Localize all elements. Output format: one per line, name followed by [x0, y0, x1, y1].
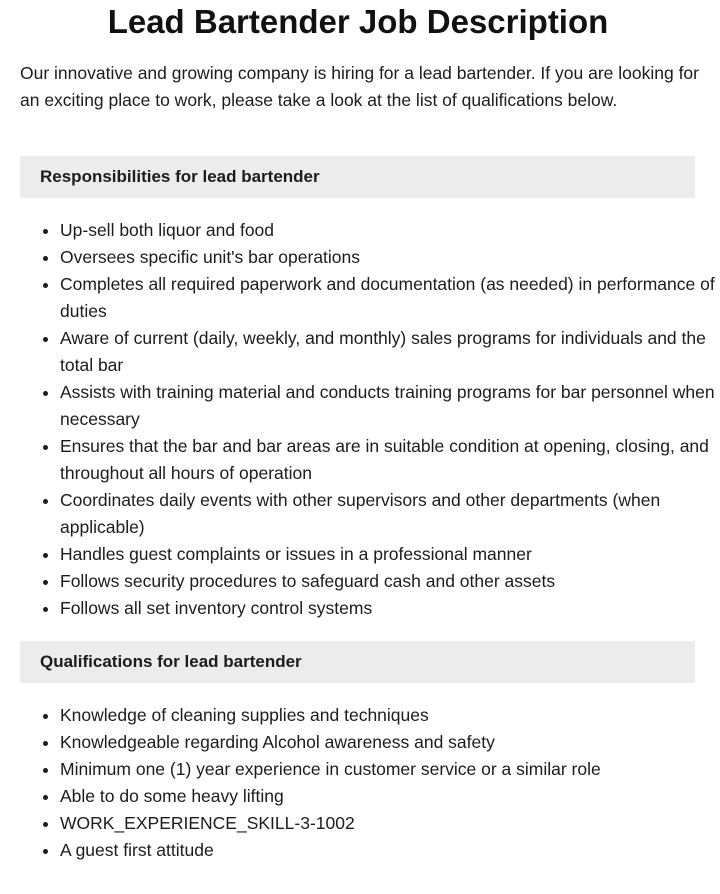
list-item: • Coordinates daily events with other supervisors and other departments (when applicable)	[60, 487, 720, 541]
list-item: • Assists with training material and conducts training programs for bar personnel when necessary	[60, 379, 720, 433]
intro-paragraph: Our innovative and growing company is hiring for a lead bartender. If you are looking for an exciting place to work, please take a look at the list of qualifications below.	[20, 63, 699, 110]
list-item: • Handles guest complaints or issues in a professional manner	[60, 541, 720, 568]
list-item: • Knowledgeable regarding Alcohol awareness and safety	[60, 729, 720, 756]
list-item: • A guest first attitude	[60, 837, 720, 864]
responsibilities-heading: Responsibilities for lead bartender	[20, 156, 695, 198]
qualifications-heading: Qualifications for lead bartender	[20, 641, 695, 683]
list-item: • Knowledge of cleaning supplies and techniques	[60, 702, 720, 729]
list-item: • Able to do some heavy lifting	[60, 783, 720, 810]
responsibilities-list	[20, 217, 720, 622]
qualifications-list	[20, 702, 720, 864]
page-title: Lead Bartender Job Description	[107, 3, 609, 40]
list-item: • Oversees specific unit's bar operations	[60, 244, 720, 271]
list-item: • Follows all set inventory control systems	[60, 595, 720, 622]
list-item: • Completes all required paperwork and documentation (as needed) in performance of duties	[60, 271, 720, 325]
list-item: • Minimum one (1) year experience in customer service or a similar role	[60, 756, 720, 783]
list-item: • Aware of current (daily, weekly, and monthly) sales programs for individuals and the total bar	[60, 325, 720, 379]
list-item: • Follows security procedures to safeguard cash and other assets	[60, 568, 720, 595]
list-item: • Up-sell both liquor and food	[60, 217, 720, 244]
list-item: • WORK_EXPERIENCE_SKILL-3-1002	[60, 810, 720, 837]
list-item: • Ensures that the bar and bar areas are in suitable condition at opening, closing, and throughout all hours of operation	[60, 433, 720, 487]
